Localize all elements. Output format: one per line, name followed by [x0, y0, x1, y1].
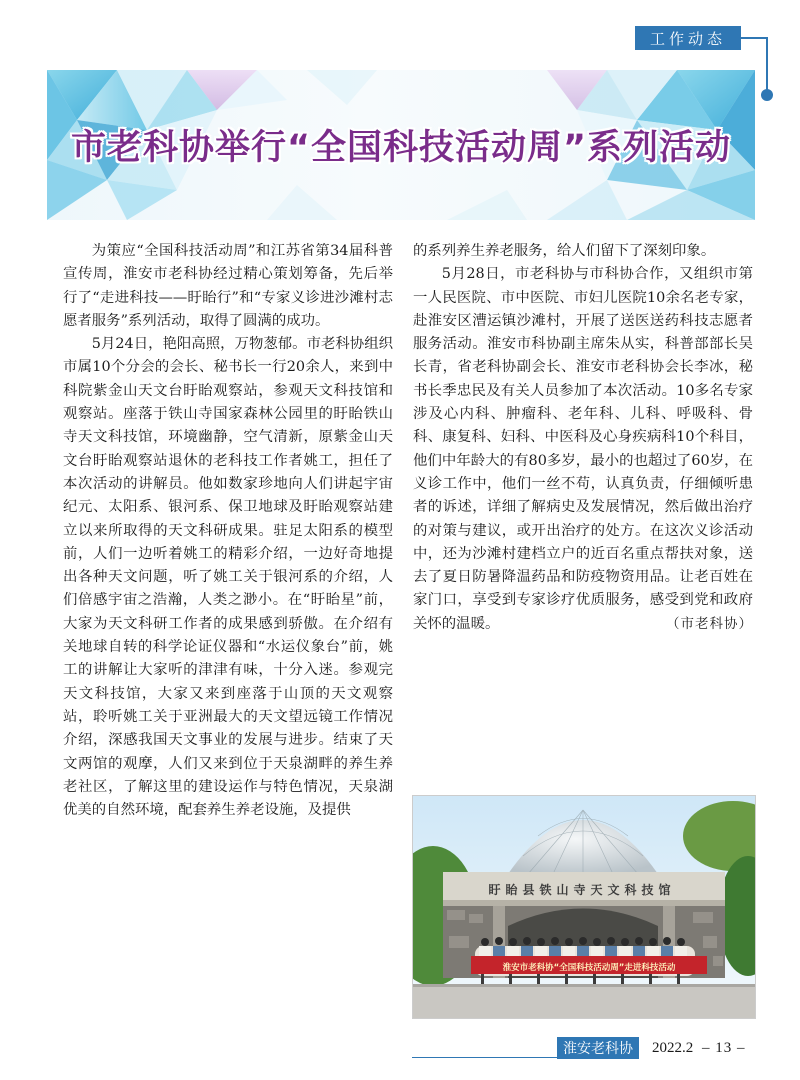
section-tag: 工作动态 — [635, 26, 741, 50]
footer-page-number: – 13 – — [702, 1039, 746, 1056]
article-right-column — [413, 240, 753, 636]
footer-issue: 2022.2 — [652, 1039, 694, 1056]
photo-building-sign: 盱眙县铁山寺天文科技馆 — [488, 883, 676, 897]
footer-journal-name: 淮安老科协 — [557, 1037, 639, 1059]
article-paragraph-continuation: 的系列养生养老服务，给人们留下了深刻印象。 — [413, 243, 716, 259]
section-tag-connector — [741, 37, 767, 39]
observatory-photo-illustration — [413, 796, 755, 1018]
article-title: 市老科协举行“全国科技活动周”系列活动 — [70, 128, 731, 168]
article-paragraph: 为策应“全国科技活动周”和江苏省第34届科普宣传周，淮安市老科协经过精心策划筹备，先后举行了“走进科技——盱眙行”和“专家义诊进沙滩村志愿者服务”系列活动，取得了圆满的成功。 — [63, 243, 393, 329]
title-banner — [47, 70, 755, 220]
article-source: （市老科协） — [666, 615, 753, 632]
event-group-photo — [412, 795, 756, 1019]
article-paragraph: 5月24日，艳阳高照，万物葱郁。市老科协组织市属10个分会的会长、秘书长一行20余人，来到中科院紫金山天文台盱眙观察站，参观天文科技馆和观察站。座落于铁山寺国家森林公园里的盱眙铁山寺天文科技馆，环境幽静，空气清新，原紫金山天文台盱眙观察站退休的老科技工作者姚工，担任了本次活动的讲解员。他如数家珍地向人们讲起宇宙纪元、太阳系、银河系、保卫地球及盱眙观察站建立以来所取得的天文科研成果。驻足太阳系的模型前，人们一边听着姚工的精彩介绍，一边好奇地提出各种天文问题，听了姚工关于银河系的介绍，人们倍感宇宙之浩瀚，人类之渺小。在“盱眙星”前，大家为天文科研工作者的成果感到骄傲。在介绍有关地球自转的科学论证仪器和“水运仪象台”前，姚工的讲解让大家听的津津有味，十分入迷。参观完天文科技馆，大家又来到座落于山顶的天文观察站，聆听姚工关于亚洲最大的天文望远镜工作情况介绍，深感我国天文事业的发展与进步。结束了天文两馆的观摩，人们又来到位于天泉湖畔的养生养老社区，了解这里的建设运作与特色情况，天泉湖优美的自然环境，配套养生养老设施，及提供 — [63, 336, 393, 819]
footer-rule — [412, 1057, 557, 1058]
section-tag-dot — [761, 89, 773, 101]
article-paragraph-text: 5月28日，市老科协与市科协合作，又组织市第一人民医院、市中医院、市妇儿医院10余名老专家，赴淮安区漕运镇沙滩村，开展了送医送药科技志愿者服务活动。淮安市科协副主席朱从实，科普部部长吴长青，省老科协副会长、淮安市老科协会长李冰，秘书长季忠民及有关人员参加了本次活动。10多名专家涉及心内科、肿瘤科、老年科、儿科、呼吸科、骨科、康复科、妇科、中医科及心身疾病科10个科目，他们中年龄大的有80多岁，最小的也超过了60岁，在义诊工作中，他们一丝不苟，认真负责，仔细倾听患者的诉述，详细了解病史及发展情况，然后做出治疗的对策与建议，或开出治疗的处方。在这次义诊活动中，还为沙滩村建档立户的近百名重点帮扶对象，送去了夏日防暑降温药品和防疫物资用品。让老百姓在家门口，享受到专家诊疗优质服务，感受到党和政府关怀的温暖。 — [413, 266, 753, 632]
article-paragraph — [413, 263, 753, 636]
photo-group-banner: 淮安市老科协“全国科技活动周”走进科技活动 — [502, 963, 676, 973]
article-left-column — [63, 240, 393, 822]
section-tag-connector-vertical — [766, 37, 768, 93]
